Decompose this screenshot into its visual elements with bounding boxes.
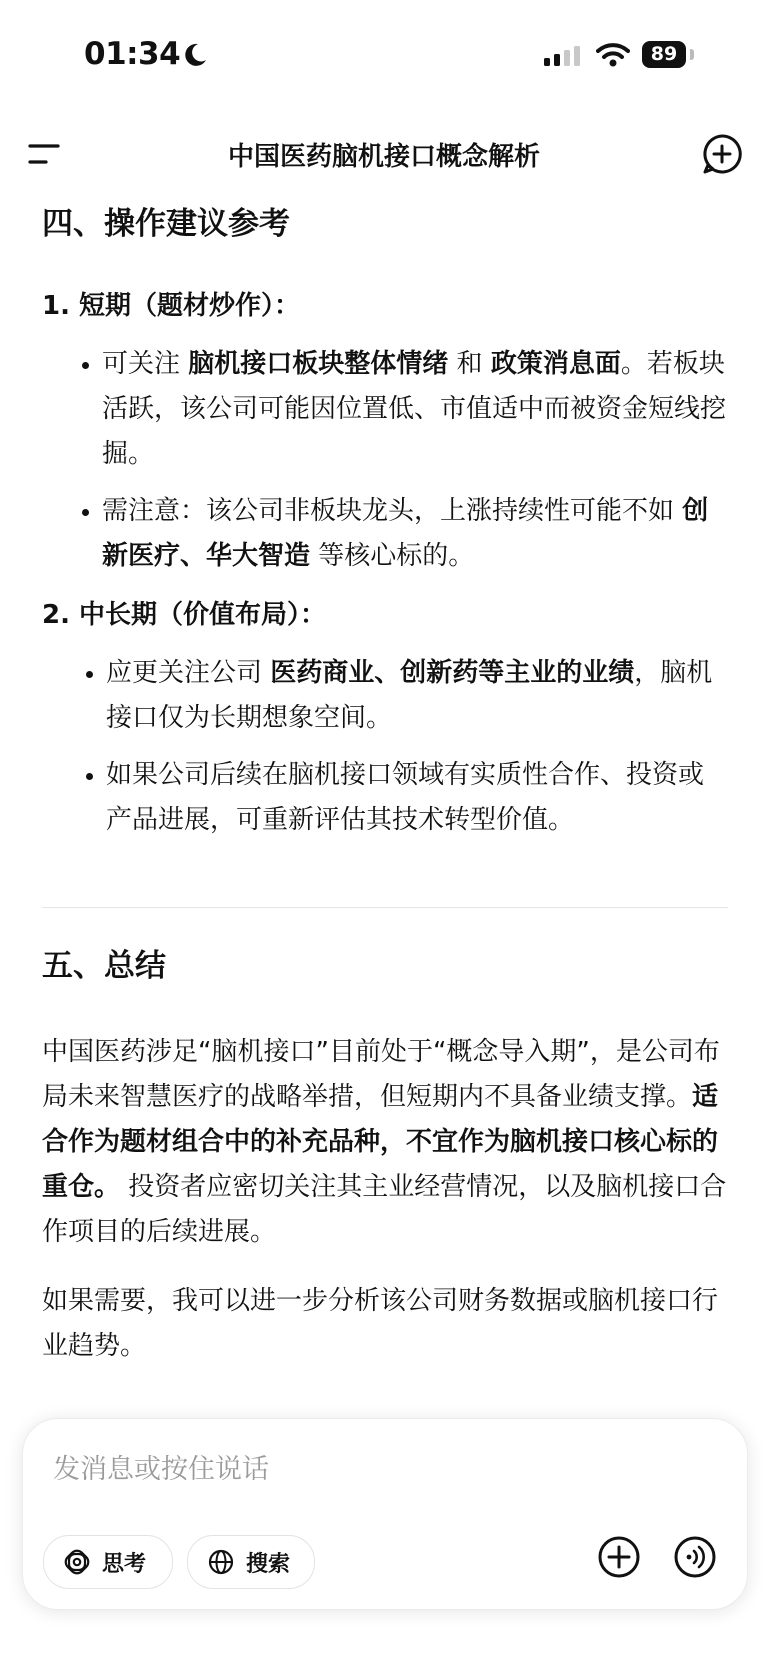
status-bar xyxy=(0,0,768,110)
list-item: 可关注 脑机接口板块整体情绪 和 政策消息面。若板块活跃，该公司可能因位置低、市值适中而被资金短线挖掘。 xyxy=(42,342,728,477)
search-button[interactable] xyxy=(187,1535,315,1589)
list-item: 应更关注公司 医药商业、创新药等主业的业绩，脑机接口仅为长期想象空间。 xyxy=(42,651,728,741)
nav-bar xyxy=(0,124,768,184)
think-button[interactable] xyxy=(43,1535,173,1589)
search-label: 搜索 xyxy=(246,1552,291,1577)
input-card xyxy=(22,1418,748,1610)
short-term-heading: 1. 短期（题材炒作）： xyxy=(42,291,301,321)
think-label: 思考 xyxy=(102,1552,147,1577)
divider xyxy=(42,907,728,908)
battery-tip xyxy=(690,49,694,60)
battery-level: 89 xyxy=(642,41,686,68)
long-term-list xyxy=(42,651,728,843)
new-chat-icon[interactable] xyxy=(700,132,744,176)
short-term-list xyxy=(42,342,728,579)
status-time: 01:34 xyxy=(84,36,181,72)
section5-heading: 五、总结 xyxy=(42,948,166,984)
voice-icon[interactable] xyxy=(673,1535,717,1579)
page-title: 中国医药脑机接口概念解析 xyxy=(227,142,540,172)
message-input[interactable]: 发消息或按住说话 xyxy=(53,1454,269,1485)
list-item: 如果公司后续在脑机接口领域有实质性合作、投资或产品进展，可重新评估其技术转型价值。 xyxy=(42,753,728,843)
signal-icon xyxy=(544,44,584,68)
moon-icon xyxy=(182,42,208,68)
plus-icon[interactable] xyxy=(597,1535,641,1579)
message-content xyxy=(42,196,728,1369)
long-term-heading: 2. 中长期（价值布局）： xyxy=(42,600,327,630)
wifi-icon xyxy=(596,42,630,68)
globe-icon xyxy=(208,1549,234,1575)
list-item: 需注意：该公司非板块龙头，上涨持续性可能不如 创新医疗、华大智造 等核心标的。 xyxy=(42,489,728,579)
summary-paragraph: 中国医药涉足“脑机接口”目前处于“概念导入期”，是公司布局未来智慧医疗的战略举措，但短期内不具备业绩支撑。适合作为题材组合中的补充品种，不宜作为脑机接口核心标的重仓。 投资者应密切关注其主业经营情况，以及脑机接口合作项目的后续进展。 xyxy=(42,1037,727,1247)
section4-heading: 四、操作建议参考 xyxy=(42,206,290,242)
think-icon xyxy=(64,1549,90,1575)
followup-paragraph: 如果需要，我可以进一步分析该公司财务数据或脑机接口行业趋势。 xyxy=(42,1286,719,1361)
